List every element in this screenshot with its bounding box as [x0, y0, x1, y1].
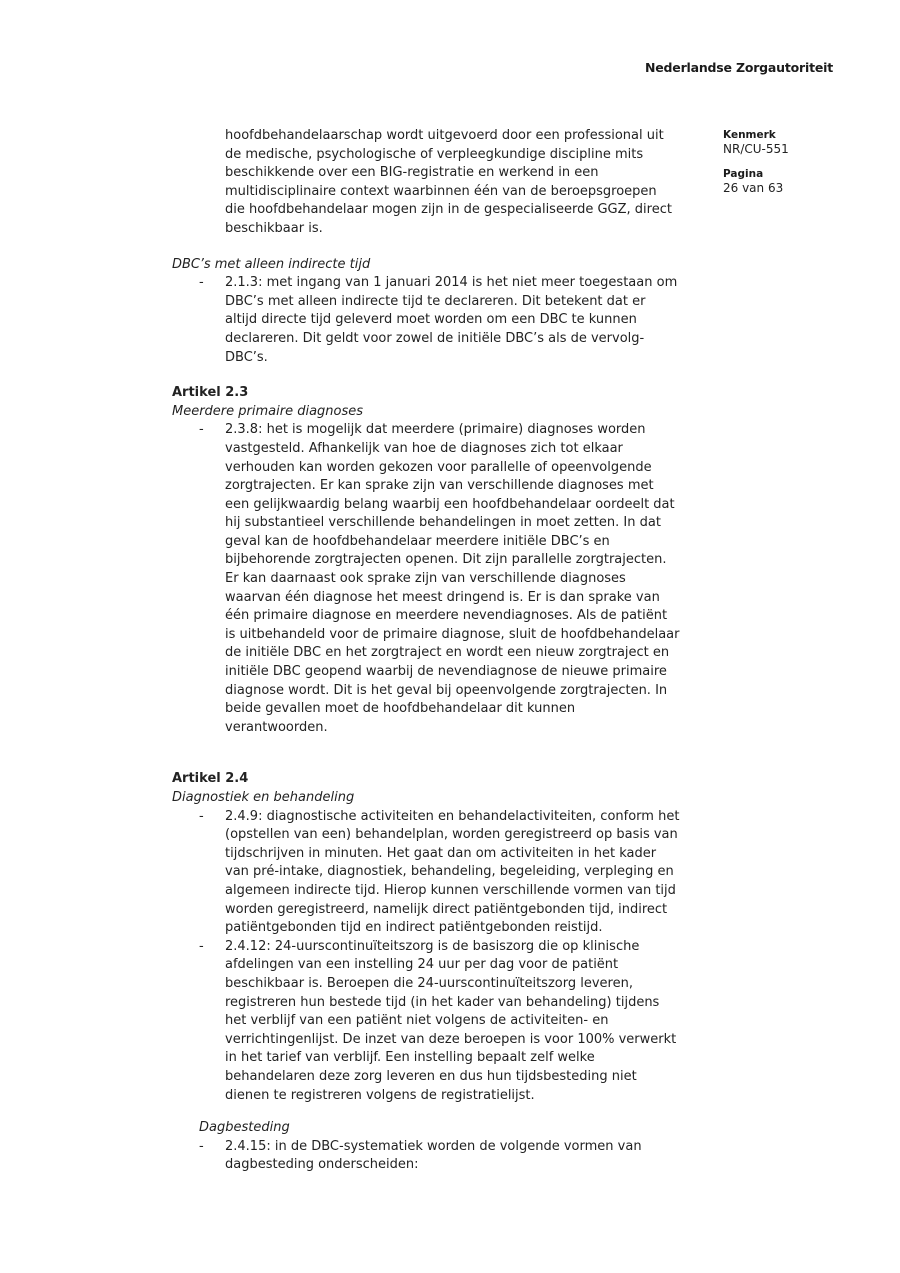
- article-heading-2-4: Artikel 2.4: [172, 771, 249, 787]
- document-body: [172, 127, 680, 1175]
- bullet-dash: -: [199, 1138, 204, 1154]
- kenmerk-group: [723, 129, 873, 156]
- kenmerk-label: Kenmerk: [723, 129, 776, 141]
- bullet-dash: -: [199, 275, 204, 291]
- subheading-dbcs-met-alleen-indirecte-tijd: DBC’s met alleen indirecte tijd: [172, 256, 371, 272]
- list-item-2-4-15: [172, 1138, 680, 1175]
- list-item-2-4-12: [172, 938, 680, 1105]
- bullet-dash: -: [199, 938, 204, 954]
- pagina-label: Pagina: [723, 168, 764, 180]
- bullet-dash: -: [199, 422, 204, 438]
- subheading-dagbesteding: Dagbesteding: [199, 1120, 290, 1136]
- bullet-dash: -: [199, 808, 204, 824]
- article-heading-2-3: Artikel 2.3: [172, 385, 249, 401]
- subheading-diagnostiek-en-behandeling: Diagnostiek en behandeling: [172, 790, 355, 805]
- list-item-2-3-8: [172, 421, 680, 737]
- margin-meta: [723, 129, 873, 195]
- list-item-2-4-9: [172, 808, 680, 938]
- kenmerk-value: NR/CU-551: [723, 142, 789, 156]
- list-item-text: 2.4.12: 24-uurscontinuïteitszorg is de basiszorg die op klinische afdelingen van een instelling 24 uur per dag voor de patiënt beschikbaar is. Beroepen die 24-uurscontinuïteitszorg leveren, registreren hun bestede tijd (in het kader van behandeling) tijdens het verblijf van een patiënt niet volgens de activiteiten- en verrichtingenlijst. De inzet van deze beroepen is voor 100% verwerkt in het tarief van verblijf. Een instelling bepaalt zelf welke behandelaren deze zorg leveren en dus hun tijdsbesteding niet dienen te registreren volgens de registratielijst.: [225, 938, 677, 1103]
- intro-paragraph: hoofdbehandelaarschap wordt uitgevoerd door een professional uit de medische, psychologische of verpleegkundige discipline mits beschikkende over een BIG-registratie en werkend in een multidisciplinaire context waarbinnen één van de beroepsgroepen die hoofdbehandelaar mogen zijn in de gespecialiseerde GGZ, direct beschikbaar is.: [225, 128, 672, 236]
- list-item-2-1-3: [172, 274, 680, 367]
- list-item-text: 2.1.3: met ingang van 1 januari 2014 is het niet meer toegestaan om DBC’s met alleen indirecte tijd te declareren. Dit betekent dat er altijd directe tijd geleverd moet worden om een DBC te kunnen declareren. Dit geldt voor zowel de initiële DBC’s als de vervolg-DBC’s.: [225, 275, 678, 365]
- pagina-value: 26 van 63: [723, 181, 784, 195]
- list-item-text: 2.4.15: in de DBC-systematiek worden de volgende vormen van dagbesteding onderscheiden:: [225, 1138, 642, 1173]
- list-item-text: 2.3.8: het is mogelijk dat meerdere (primaire) diagnoses worden vastgesteld. Afhankelijk van hoe de diagnoses zich tot elkaar verhouden kan worden gekozen voor parallelle of opeenvolgende zorgtrajecten. Er kan sprake zijn van verschillende diagnoses met een gelijkwaardig belang waarbij een hoofdbehandelaar oordeelt dat hij substantieel verschillende behandelingen in moet zetten. In dat geval kan de hoofdbehandelaar meerdere initiële DBC’s en bijbehorende zorgtrajecten openen. Dit zijn parallelle zorgtrajecten. Er kan daarnaast ook sprake zijn van verschillende diagnoses waarvan één diagnose het meest dringend is. Er is dan sprake van één primaire diagnose en meerdere nevendiagnoses. Als de patiënt is uitbehandeld voor de primaire diagnose, sluit de hoofdbehandelaar de initiële DBC en het zorgtraject en wordt een nieuw zorgtraject en initiële DBC geopend waarbij de nevendiagnose de nieuwe primaire diagnose wordt. Dit is het geval bij opeenvolgende zorgtrajecten. In beide gevallen moet de hoofdbehandelaar dit kunnen verantwoorden.: [225, 422, 680, 735]
- nza-logo: Nederlandse Zorgautoriteit: [645, 60, 833, 75]
- pagina-group: [723, 168, 873, 195]
- subheading-meerdere-primaire-diagnoses: Meerdere primaire diagnoses: [172, 403, 364, 419]
- list-item-text: 2.4.9: diagnostische activiteiten en behandelactiviteiten, conform het (opstellen van een) behandelplan, worden geregistreerd op basis van tijdschrijven in minuten. Het gaat dan om activiteiten in het kader van pré-intake, diagnostiek, behandeling, begeleiding, verpleging en algemeen indirecte tijd. Hierop kunnen verschillende vormen van tijd worden geregistreerd, namelijk direct patiëntgebonden tijd, indirect patiëntgebonden tijd en indirect patiëntgebonden reistijd.: [225, 808, 680, 936]
